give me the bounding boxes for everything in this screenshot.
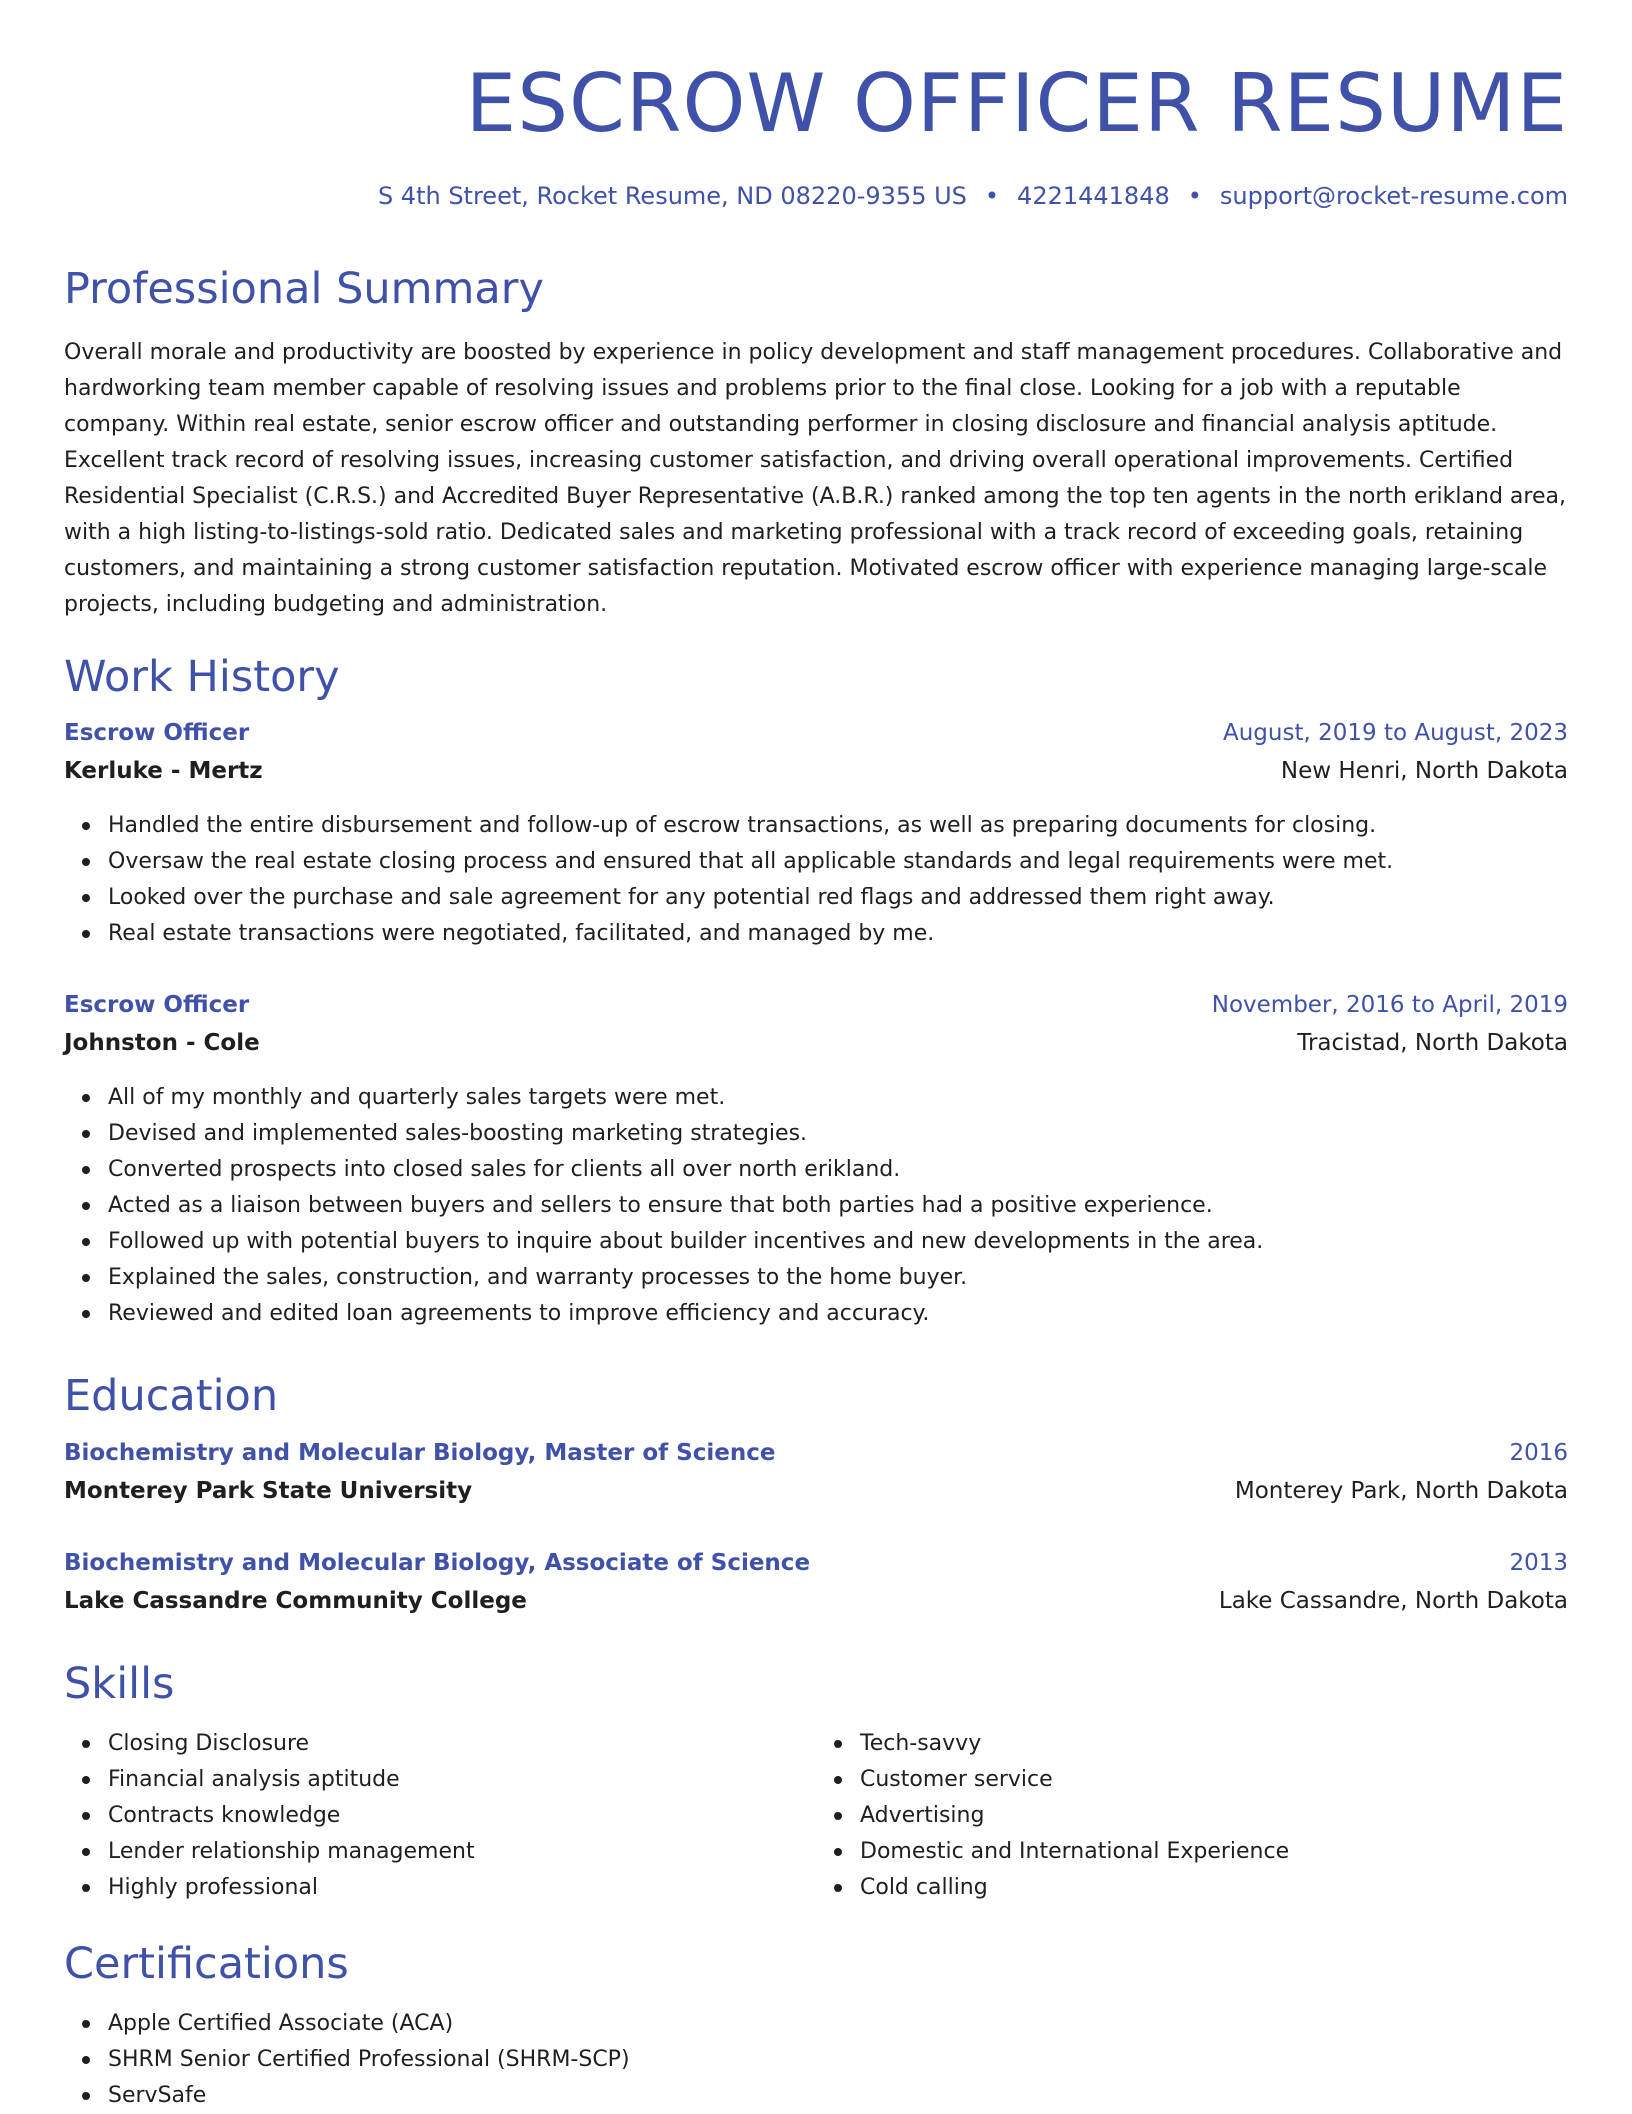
job-bullet: Converted prospects into closed sales for clients all over north erikland. — [108, 1152, 1568, 1188]
summary-text: Overall morale and productivity are boosted by experience in policy development and staff management procedures. Collaborative and hardworking team member capable of resolving issues and problems prior to the final close. Looking for a job with a reputable company. Within real estate, senior escrow officer and outstanding performer in closing disclosure and financial analysis aptitude. Excellent track record of resolving issues, increasing customer satisfaction, and driving overall operational improvements. Certified Residential Specialist (C.R.S.) and Accredited Buyer Representative (A.B.R.) ranked among the top ten agents in the north erikland area, with a high listing-to-listings-sold ratio. Dedicated sales and marketing professional with a track record of exceeding goals, retaining customers, and maintaining a strong customer satisfaction reputation. Motivated escrow officer with experience managing large-scale projects, including budgeting and administration. — [64, 340, 1566, 617]
contact-separator: • — [1187, 182, 1202, 210]
contact-separator: • — [984, 182, 1000, 210]
job-header-row — [64, 992, 1568, 1030]
resume-title: ESCROW OFFICER RESUME — [465, 57, 1568, 150]
job-dates: November, 2016 to April, 2019 — [1211, 992, 1568, 1018]
skill-item: Cold calling — [860, 1870, 1568, 1906]
job-company-row — [64, 1030, 1568, 1068]
skill-item: Domestic and International Experience — [860, 1834, 1568, 1870]
job-dates: August, 2019 to August, 2023 — [1223, 720, 1568, 746]
skill-item: Closing Disclosure — [108, 1726, 816, 1762]
job-bullet: Handled the entire disbursement and follow-up of escrow transactions, as well as preparing documents for closing. — [108, 808, 1568, 844]
job-company: Johnston - Cole — [64, 1030, 260, 1056]
skills-heading: Skills — [64, 1659, 175, 1709]
job-bullet: Oversaw the real estate closing process and ensured that all applicable standards and legal requirements were met. — [108, 844, 1568, 880]
job-company: Kerluke - Mertz — [64, 758, 263, 784]
education-school-row — [64, 1478, 1568, 1516]
job-role: Escrow Officer — [64, 720, 250, 746]
job-bullet: All of my monthly and quarterly sales targets were met. — [108, 1080, 1568, 1116]
education-year: 2016 — [1509, 1440, 1568, 1466]
skill-item: Lender relationship management — [108, 1834, 816, 1870]
job-entry — [64, 992, 1568, 1332]
job-bullets — [64, 808, 1568, 952]
job-entry — [64, 720, 1568, 952]
education-location: Lake Cassandre, North Dakota — [1218, 1588, 1568, 1614]
contact-address: S 4th Street, Rocket Resume, ND 08220-9355 US — [377, 182, 967, 210]
education-school: Lake Cassandre Community College — [64, 1588, 527, 1614]
education-header-row — [64, 1550, 1568, 1588]
summary-heading: Professional Summary — [64, 264, 544, 314]
job-bullet: Followed up with potential buyers to inquire about builder incentives and new developments in the area. — [108, 1224, 1568, 1260]
contact-phone: 4221441848 — [1017, 182, 1170, 210]
education-location: Monterey Park, North Dakota — [1234, 1478, 1568, 1504]
contact-email[interactable]: support@rocket-resume.com — [1219, 182, 1568, 210]
education-degree: Biochemistry and Molecular Biology, Master of Science — [64, 1440, 776, 1466]
job-bullet: Acted as a liaison between buyers and sellers to ensure that both parties had a positive experience. — [108, 1188, 1568, 1224]
work-history-heading: Work History — [64, 652, 340, 702]
job-bullet: Explained the sales, construction, and warranty processes to the home buyer. — [108, 1260, 1568, 1296]
certification-item: SHRM Senior Certified Professional (SHRM-SCP) — [108, 2042, 1568, 2078]
education-heading: Education — [64, 1371, 279, 1421]
skill-item: Highly professional — [108, 1870, 816, 1906]
job-bullets — [64, 1080, 1568, 1332]
education-degree: Biochemistry and Molecular Biology, Associate of Science — [64, 1550, 811, 1576]
job-company-row — [64, 758, 1568, 796]
education-entry — [64, 1440, 1568, 1516]
certification-item: Apple Certified Associate (ACA) — [108, 2006, 1568, 2042]
skills-column-right — [816, 1726, 1568, 1906]
certification-item: ServSafe — [108, 2078, 1568, 2114]
job-location: New Henri, North Dakota — [1280, 758, 1568, 784]
skills-column-left — [64, 1726, 816, 1906]
skills-list — [64, 1726, 1568, 1906]
contact-line — [378, 180, 1568, 212]
job-header-row — [64, 720, 1568, 758]
education-school-row — [64, 1588, 1568, 1626]
skill-item: Contracts knowledge — [108, 1798, 816, 1834]
job-bullet: Real estate transactions were negotiated, facilitated, and managed by me. — [108, 916, 1568, 952]
certifications-list — [64, 2006, 1568, 2114]
education-year: 2013 — [1509, 1550, 1568, 1576]
certifications-bullets — [64, 2006, 1568, 2114]
education-header-row — [64, 1440, 1568, 1478]
job-location: Tracistad, North Dakota — [1297, 1030, 1568, 1056]
certifications-heading: Certifications — [64, 1939, 349, 1989]
education-school: Monterey Park State University — [64, 1478, 473, 1504]
skill-item: Financial analysis aptitude — [108, 1762, 816, 1798]
skill-item: Advertising — [860, 1798, 1568, 1834]
job-role: Escrow Officer — [64, 992, 250, 1018]
education-entry — [64, 1550, 1568, 1626]
job-bullet: Reviewed and edited loan agreements to improve efficiency and accuracy. — [108, 1296, 1568, 1332]
skill-item: Customer service — [860, 1762, 1568, 1798]
job-bullet: Devised and implemented sales-boosting marketing strategies. — [108, 1116, 1568, 1152]
skill-item: Tech-savvy — [860, 1726, 1568, 1762]
job-bullet: Looked over the purchase and sale agreement for any potential red flags and addressed them right away. — [108, 880, 1568, 916]
